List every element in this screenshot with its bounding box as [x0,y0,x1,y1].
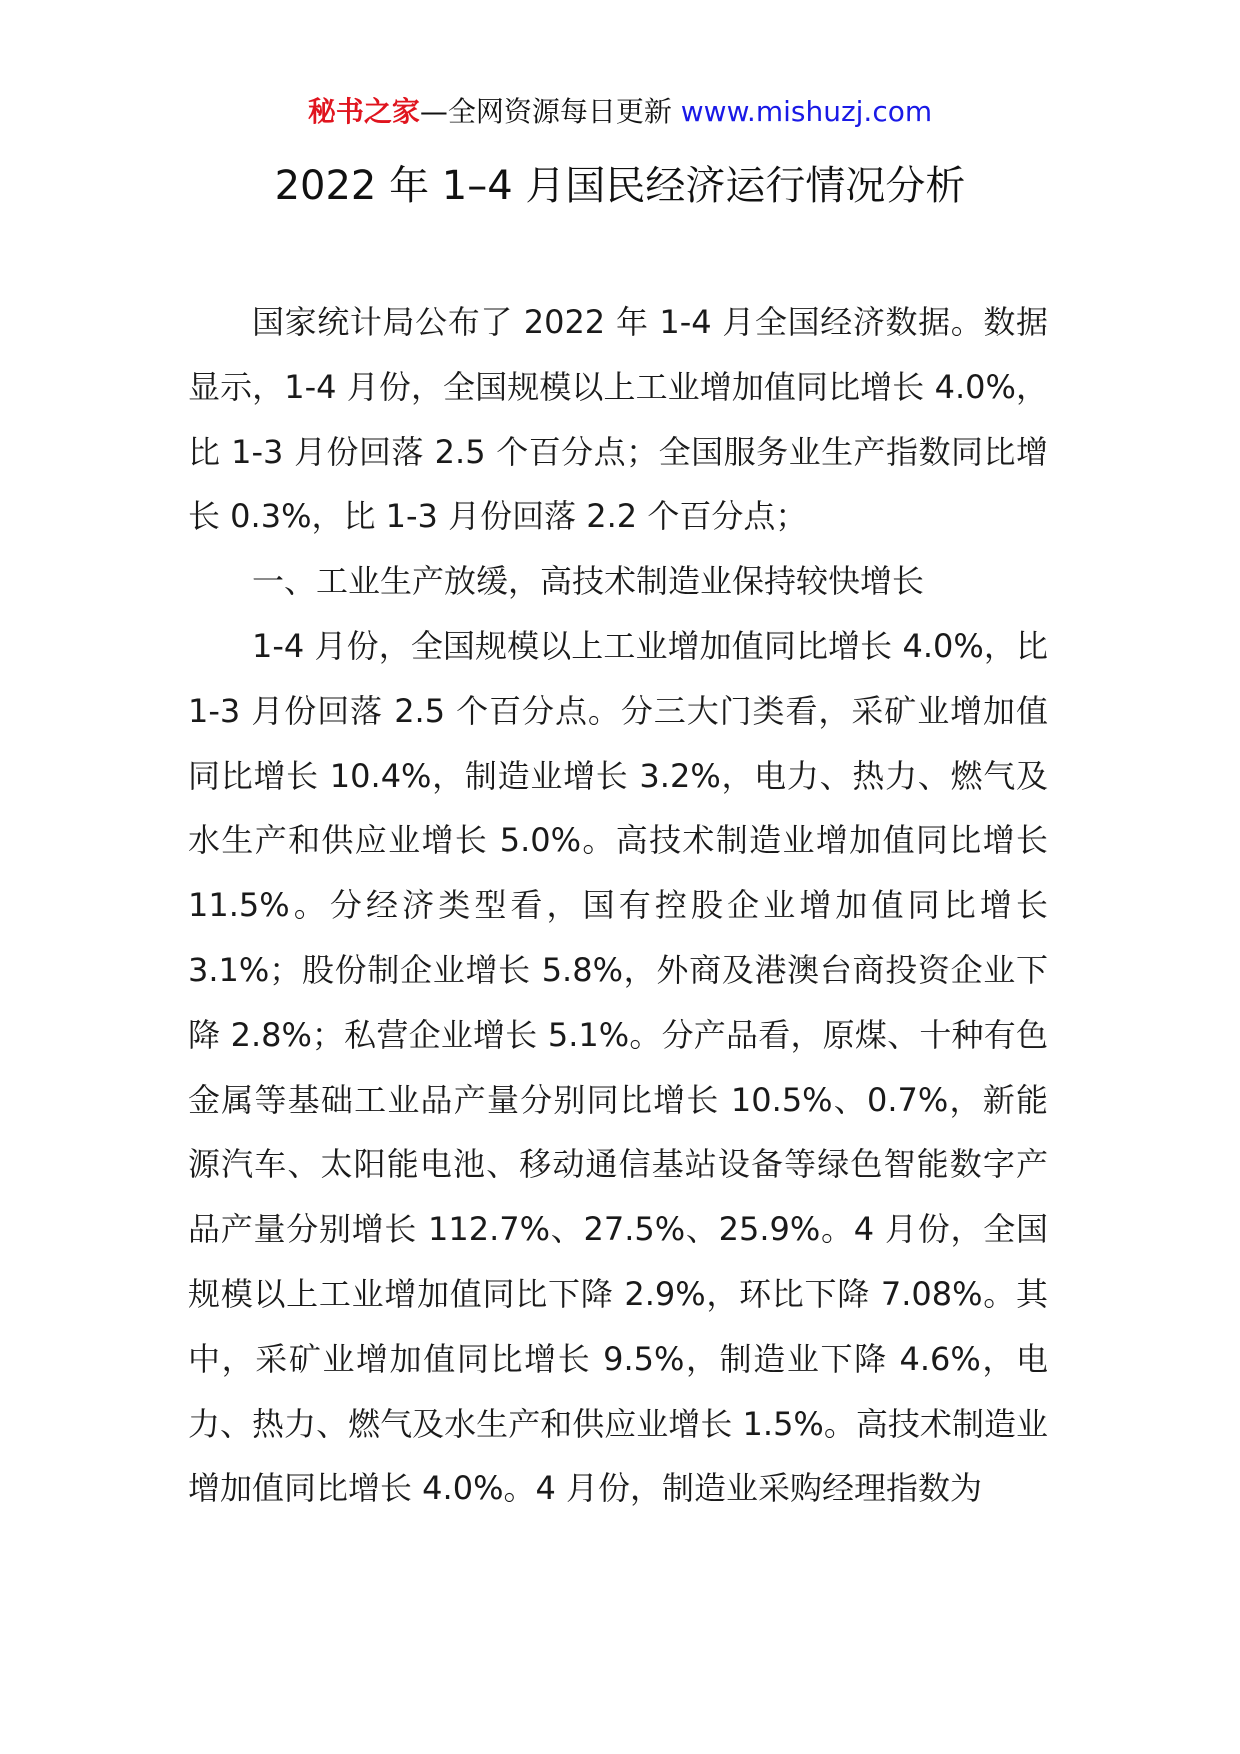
site-brand: 秘书之家 [307,95,420,128]
site-slogan: —全网资源每日更新 [419,95,681,128]
document-body [188,290,1048,1521]
section-heading: 一、工业生产放缓，高技术制造业保持较快增长 [252,562,925,601]
intro-paragraph: 国家统计局公布了 2022 年 1-4 月全国经济数据。数据显示，1-4 月份，全国规模以上工业增加值同比增长 4.0%，比 1-3 月份回落 2.5 个百分点；全国服务业生产指数同比增长 0.3%，比 1-3 月份回落 2.2 个百分点； [188,303,1048,536]
body-paragraph: 1-4 月份，全国规模以上工业增加值同比增长 4.0%，比 1-3 月份回落 2.5 个百分点。分三大门类看，采矿业增加值同比增长 10.4%，制造业增长 3.2%，电力、热力、燃气及水生产和供应业增长 5.0%。高技术制造业增加值同比增长 11.5%。分经济类型看，国有控股企业增加值同比增长 3.1%；股份制企业增长 5.8%，外商及港澳台商投资企业下降 2.8%；私营企业增长 5.1%。分产品看，原煤、十种有色金属等基础工业品产量分别同比增长 10.5%、0.7%，新能源汽车、太阳能电池、移动通信基站设备等绿色智能数字产品产量分别增长 112.7%、27.5%、25.9%。4 月份，全国规模以上工业增加值同比下降 2.9%，环比下降 7.08%。其中，采矿业增加值同比增长 9.5%，制造业下降 4.6%，电力、热力、燃气及水生产和供应业增长 1.5%。高技术制造业增加值同比增长 4.0%。4 月份，制造业采购经理指数为 [188,626,1048,1508]
site-url-link[interactable]: www.mishuzj.com [680,95,933,128]
document-title: 2022 年 1–4 月国民经济运行情况分析 [274,163,966,209]
site-banner [0,92,1240,132]
